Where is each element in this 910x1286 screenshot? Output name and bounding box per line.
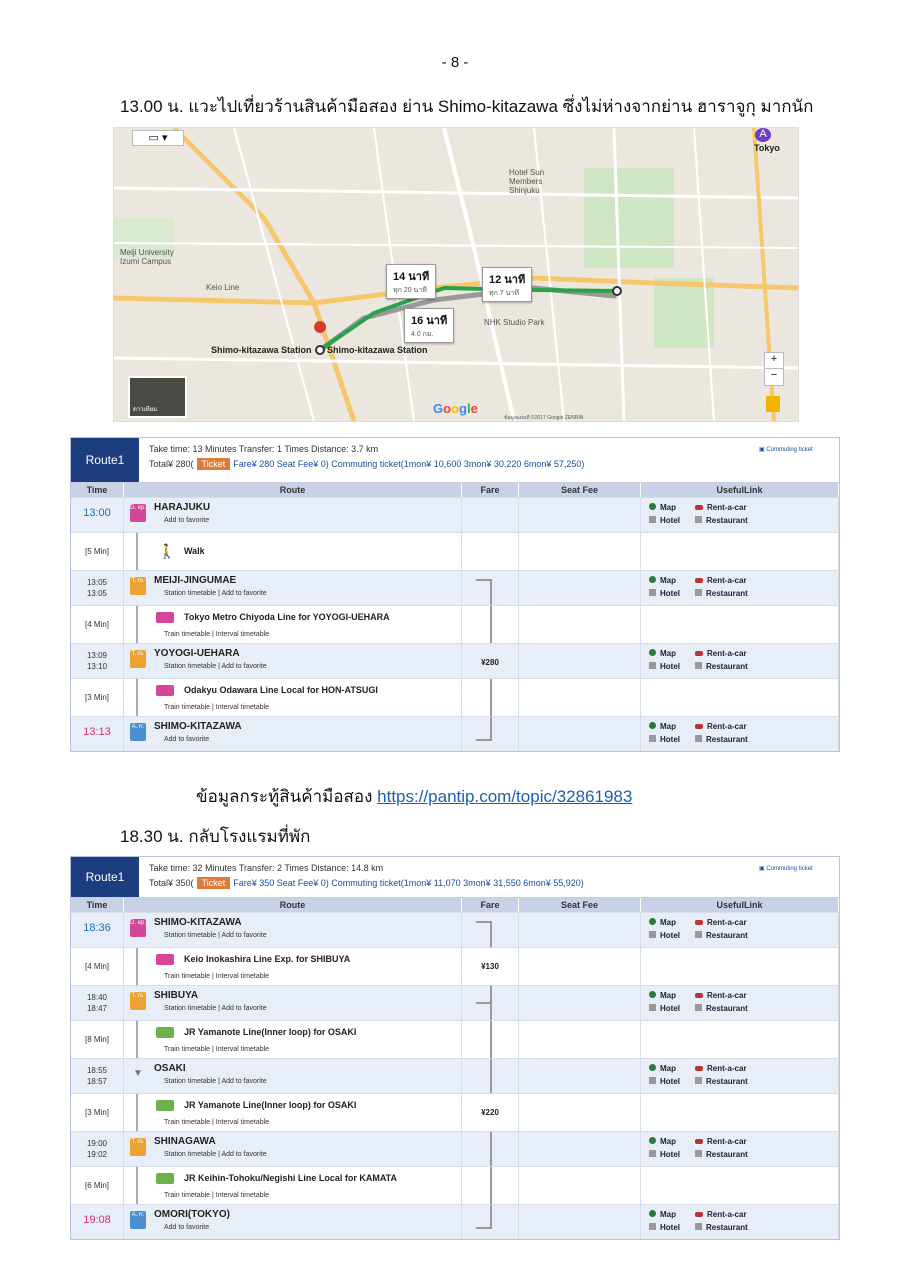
table-row: 13:00 D. ep. HARAJUKU Add to favorite Map Rent-a-car Hotel Restaurant: [71, 497, 839, 532]
table-row: 13:05 13:05 T. rs. MEIJI-JINGUMAE Station timetable | Add to favorite Map Rent-a-car Hotel Restaurant: [71, 570, 839, 605]
useful-links[interactable]: Map Rent-a-car Hotel Restaurant: [641, 913, 839, 947]
map-copyright: ข้อมูลแผนที่ ©2017 Google ZENRIN: [504, 415, 584, 421]
useful-links[interactable]: Map Rent-a-car Hotel Restaurant: [641, 571, 839, 605]
line-links[interactable]: Train timetable | Interval timetable: [164, 1119, 270, 1126]
station-name[interactable]: SHIBUYA: [154, 990, 199, 1001]
station-name[interactable]: MEIJI-JINGUMAE: [154, 575, 237, 586]
ticket-badge: Ticket: [197, 458, 231, 470]
useful-links[interactable]: Map Rent-a-car Hotel Restaurant: [641, 1132, 839, 1166]
table-row: 13:13 A. rr. SHIMO-KITAZAWA Add to favorite Map Rent-a-car Hotel Restaurant: [71, 716, 839, 751]
pegman-icon[interactable]: [766, 396, 780, 412]
table-row: 19:08 A. rr. OMORI(TOKYO) Add to favorite Map Rent-a-car Hotel Restaurant: [71, 1204, 839, 1239]
line-links[interactable]: Train timetable | Interval timetable: [164, 704, 270, 711]
paragraph-shimokitazawa: 13.00 น. แวะไปเที่ยวร้านสินค้ามือสอง ย่าน Shimo-kitazawa ซึ่งไม่ห่างจากย่าน ฮาราจูกุ มากนัก: [120, 97, 814, 116]
google-logo: Google: [433, 401, 478, 416]
map-label-station2: Shimo-kitazawa Station: [327, 345, 428, 355]
line-name[interactable]: Odakyu Odawara Line Local for HON-ATSUGI: [184, 685, 378, 695]
departure-icon: D. ep.: [130, 919, 146, 937]
train-icon: [156, 685, 174, 696]
line-name[interactable]: JR Yamanote Line(Inner loop) for OSAKI: [184, 1100, 357, 1110]
useful-links[interactable]: Map Rent-a-car Hotel Restaurant: [641, 1059, 839, 1093]
station-name[interactable]: HARAJUKU: [154, 502, 211, 513]
table-row: [3 Min] Odakyu Odawara Line Local for HON-ATSUGI Train timetable | Interval timetable: [71, 678, 839, 716]
station-links[interactable]: Station timetable | Add to favorite: [164, 663, 267, 670]
station-name[interactable]: OSAKI: [154, 1063, 186, 1074]
table-row: [4 Min] Keio Inokashira Line Exp. for SHIBUYA Train timetable | Interval timetable ¥130: [71, 947, 839, 985]
station-links[interactable]: Station timetable | Add to favorite: [164, 932, 267, 939]
map-label-nhk: NHK Studio Park: [484, 318, 545, 327]
pass-through-icon: ▼: [133, 1068, 143, 1079]
route-badge-bus[interactable]: 12 นาที ทุก 7 นาที: [482, 267, 532, 302]
departure-icon: D. ep.: [130, 504, 146, 522]
transfer-icon: T. rs.: [130, 1138, 146, 1156]
station-name[interactable]: OMORI(TOKYO): [154, 1209, 230, 1220]
avatar[interactable]: A: [755, 128, 771, 142]
route-table-2: [70, 856, 840, 1240]
table-row: 18:36 D. ep. SHIMO-KITAZAWA Station timetable | Add to favorite Map Rent-a-car Hotel Restaurant: [71, 912, 839, 947]
route-badge-train[interactable]: 14 นาที ทุก 20 นาที: [386, 264, 436, 299]
map-label-tokyo: Tokyo: [754, 143, 780, 153]
line-links[interactable]: Train timetable | Interval timetable: [164, 973, 270, 980]
fare-value: ¥220: [462, 1094, 519, 1131]
line-name[interactable]: JR Yamanote Line(Inner loop) for OSAKI: [184, 1027, 357, 1037]
map-label-station: Shimo-kitazawa Station: [211, 345, 312, 355]
table-row: [6 Min] JR Keihin-Tohoku/Negishi Line Local for KAMATA Train timetable | Interval timetable: [71, 1166, 839, 1204]
walk-icon: 🚶: [158, 543, 176, 559]
route-label: Route1: [71, 438, 139, 482]
useful-links[interactable]: Map Rent-a-car Hotel Restaurant: [641, 498, 839, 532]
route-summary: Take time: 13 Minutes Transfer: 1 Times Distance: 3.7 km Total¥ 280( Ticket Fare¥ 280 Seat Fee¥ 0) Commuting ticket(1mon¥ 10,600 3mon¥ 30,220 6mon¥ 57,250): [149, 444, 585, 469]
commuting-ticket-link[interactable]: ▣ Commuting ticket: [759, 866, 813, 872]
fare-value: ¥280: [462, 644, 519, 678]
station-name[interactable]: SHIMO-KITAZAWA: [154, 917, 242, 928]
table-row: 18:40 18:47 T. rs. SHIBUYA Station timetable | Add to favorite Map Rent-a-car Hotel Restaurant: [71, 985, 839, 1020]
line-name[interactable]: Tokyo Metro Chiyoda Line for YOYOGI-UEHARA: [184, 612, 390, 622]
route-map[interactable]: [113, 127, 799, 422]
station-links[interactable]: Station timetable | Add to favorite: [164, 1005, 267, 1012]
line-links[interactable]: Train timetable | Interval timetable: [164, 631, 270, 638]
commuting-ticket-link[interactable]: ▣ Commuting ticket: [759, 447, 813, 453]
table-row: [5 Min] 🚶 Walk: [71, 532, 839, 570]
arrival-icon: A. rr.: [130, 723, 146, 741]
line-links[interactable]: Train timetable | Interval timetable: [164, 1192, 270, 1199]
table-row: 13:09 13:10 T. rs. YOYOGI-UEHARA Station timetable | Add to favorite ¥280 Map Rent-a-car Hotel Restaurant: [71, 643, 839, 678]
useful-links[interactable]: Map Rent-a-car Hotel Restaurant: [641, 986, 839, 1020]
station-links[interactable]: Station timetable | Add to favorite: [164, 1151, 267, 1158]
line-name[interactable]: JR Keihin-Tohoku/Negishi Line Local for KAMATA: [184, 1173, 397, 1183]
arrival-icon: A. rr.: [130, 1211, 146, 1229]
route-badge-car[interactable]: 16 นาที 4.0 กม.: [404, 308, 454, 343]
station-links[interactable]: Station timetable | Add to favorite: [164, 1078, 267, 1085]
table-row: 19:00 19:02 T. rs. SHINAGAWA Station timetable | Add to favorite Map Rent-a-car Hotel Restaurant: [71, 1131, 839, 1166]
zoom-in-button[interactable]: +: [764, 352, 784, 370]
train-icon: [156, 1100, 174, 1111]
satellite-toggle[interactable]: ดาวเทียม: [128, 376, 187, 418]
train-icon: [156, 612, 174, 623]
zoom-out-button[interactable]: −: [764, 368, 784, 386]
station-name[interactable]: YOYOGI-UEHARA: [154, 648, 240, 659]
line-links[interactable]: Train timetable | Interval timetable: [164, 1046, 270, 1053]
route-label: Route1: [71, 857, 139, 897]
table-header: Time Route Fare Seat Fee UsefulLink: [71, 483, 839, 497]
transfer-icon: T. rs.: [130, 650, 146, 668]
map-roads: [114, 128, 798, 421]
table-row: 18:55 18:57 ▼ OSAKI Station timetable | Add to favorite Map Rent-a-car Hotel Restaurant: [71, 1058, 839, 1093]
map-label-hotel: Hotel Sun Members Shinjuku: [509, 168, 545, 195]
station-name[interactable]: SHINAGAWA: [154, 1136, 216, 1147]
station-name[interactable]: SHIMO-KITAZAWA: [154, 721, 242, 732]
transfer-icon: T. rs.: [130, 992, 146, 1010]
route-summary: Take time: 32 Minutes Transfer: 2 Times Distance: 14.8 km Total¥ 350( Ticket Fare¥ 350 Seat Fee¥ 0) Commuting ticket(1mon¥ 11,070 3mon¥ 31,550 6mon¥ 55,920): [149, 863, 584, 888]
map-label-keio: Keio Line: [206, 283, 240, 292]
line-name[interactable]: Keio Inokashira Line Exp. for SHIBUYA: [184, 954, 351, 964]
ticket-badge: Ticket: [197, 877, 231, 889]
paragraph-pantip: ข้อมูลกระทู้สินค้ามือสอง https://pantip.com/topic/32861983: [196, 787, 633, 806]
table-header: Time Route Fare Seat Fee UsefulLink: [71, 898, 839, 912]
useful-links[interactable]: Map Rent-a-car Hotel Restaurant: [641, 644, 839, 678]
station-links[interactable]: Station timetable | Add to favorite: [164, 590, 267, 597]
page-number: - 8 -: [441, 54, 469, 71]
station-links[interactable]: Add to favorite: [164, 736, 210, 743]
map-type-toggle[interactable]: ▭ ▾: [132, 130, 184, 146]
table-row: [4 Min] Tokyo Metro Chiyoda Line for YOYOGI-UEHARA Train timetable | Interval timetable: [71, 605, 839, 643]
useful-links[interactable]: Map Rent-a-car Hotel Restaurant: [641, 717, 839, 751]
useful-links[interactable]: Map Rent-a-car Hotel Restaurant: [641, 1205, 839, 1239]
transfer-icon: T. rs.: [130, 577, 146, 595]
paragraph-return: 18.30 น. กลับโรงแรมที่พัก: [120, 827, 311, 846]
train-icon: [156, 1027, 174, 1038]
train-icon: [156, 1173, 174, 1184]
table-row: [8 Min] JR Yamanote Line(Inner loop) for OSAKI Train timetable | Interval timetable: [71, 1020, 839, 1058]
table-row: [3 Min] JR Yamanote Line(Inner loop) for OSAKI Train timetable | Interval timetable ¥220: [71, 1093, 839, 1131]
pantip-link[interactable]: https://pantip.com/topic/32861983: [377, 787, 633, 806]
route-table-1: [70, 437, 840, 752]
station-links[interactable]: Add to favorite: [164, 1224, 210, 1231]
station-links[interactable]: Add to favorite: [164, 517, 210, 524]
fare-value: ¥130: [462, 948, 519, 985]
map-label-meiji: Meiji University Izumi Campus: [120, 248, 174, 266]
train-icon: [156, 954, 174, 965]
